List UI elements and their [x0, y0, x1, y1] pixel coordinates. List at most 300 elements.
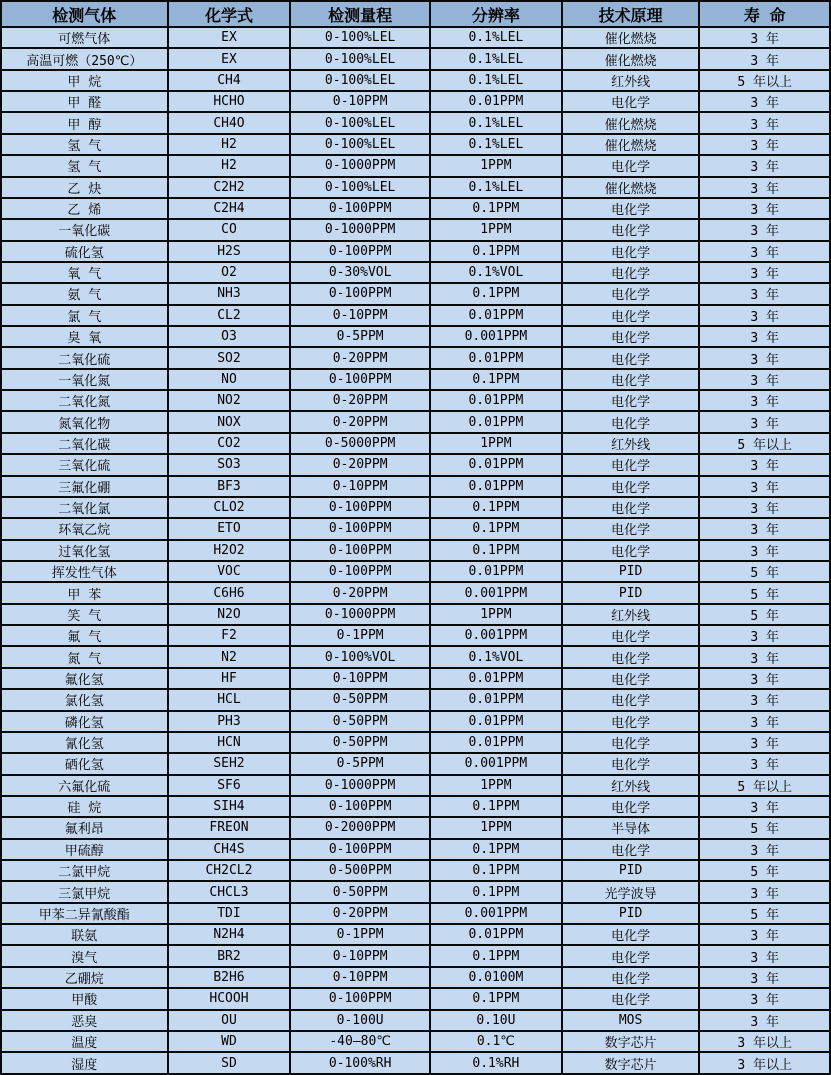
resolution-cell: 0.1℃ [430, 1031, 562, 1052]
formula-cell: N2 [168, 646, 291, 667]
lifespan-cell: 3 年 [699, 625, 830, 646]
formula-cell: PH3 [168, 711, 291, 732]
range-cell: 0-100PPM [290, 283, 430, 304]
resolution-cell: 0.1%LEL [430, 112, 562, 133]
range-cell: 0-100%LEL [290, 177, 430, 198]
range-cell: 0-100%LEL [290, 134, 430, 155]
lifespan-cell: 5 年 [699, 817, 830, 838]
range-cell: 0-30%VOL [290, 262, 430, 283]
lifespan-cell: 3 年 [699, 326, 830, 347]
lifespan-cell: 3 年 [699, 347, 830, 368]
resolution-cell: 0.1%LEL [430, 177, 562, 198]
resolution-cell: 0.001PPM [430, 326, 562, 347]
formula-cell: C2H2 [168, 177, 291, 198]
lifespan-cell: 3 年 [699, 283, 830, 304]
gas-name-cell: 过氧化氢 [1, 540, 168, 561]
resolution-cell: 0.10U [430, 1010, 562, 1031]
lifespan-cell: 3 年 [699, 219, 830, 240]
resolution-cell: 0.01PPM [430, 476, 562, 497]
gas-name-cell: 乙 烯 [1, 198, 168, 219]
principle-cell: 红外线 [562, 433, 700, 454]
principle-cell: 催化燃烧 [562, 112, 700, 133]
gas-name-cell: 联氨 [1, 924, 168, 945]
range-cell: 0-10PPM [290, 668, 430, 689]
principle-cell: 电化学 [562, 219, 700, 240]
table-row [1, 796, 830, 817]
principle-cell: 数字芯片 [562, 1031, 700, 1052]
lifespan-cell: 3 年 [699, 518, 830, 539]
principle-cell: 电化学 [562, 988, 700, 1009]
lifespan-cell: 3 年以上 [699, 1052, 830, 1074]
range-cell: 0-100%VOL [290, 646, 430, 667]
principle-cell: 电化学 [562, 945, 700, 966]
range-cell: 0-50PPM [290, 711, 430, 732]
range-cell: 0-100PPM [290, 241, 430, 262]
lifespan-cell: 3 年 [699, 241, 830, 262]
table-row [1, 411, 830, 432]
table-body [1, 27, 830, 1074]
table-row [1, 347, 830, 368]
formula-cell: HCL [168, 689, 291, 710]
gas-name-cell: 氮氧化物 [1, 411, 168, 432]
table-row [1, 369, 830, 390]
table-row [1, 1052, 830, 1074]
principle-cell: 电化学 [562, 753, 700, 774]
lifespan-cell: 5 年 [699, 604, 830, 625]
range-cell: 0-10PPM [290, 967, 430, 988]
gas-name-cell: 硒化氢 [1, 753, 168, 774]
range-cell: 0-20PPM [290, 347, 430, 368]
gas-name-cell: 氨 气 [1, 283, 168, 304]
table-row [1, 177, 830, 198]
table-row [1, 112, 830, 133]
lifespan-cell: 3 年 [699, 390, 830, 411]
table-row [1, 326, 830, 347]
resolution-cell: 0.1PPM [430, 518, 562, 539]
formula-cell: F2 [168, 625, 291, 646]
range-cell: 0-100%LEL [290, 70, 430, 91]
principle-cell: 电化学 [562, 518, 700, 539]
lifespan-cell: 3 年 [699, 881, 830, 902]
gas-name-cell: 二氧化硫 [1, 347, 168, 368]
lifespan-cell: 3 年 [699, 689, 830, 710]
column-header-range: 检测量程 [290, 1, 430, 27]
principle-cell: 催化燃烧 [562, 48, 700, 69]
lifespan-cell: 3 年 [699, 112, 830, 133]
table-row [1, 604, 830, 625]
formula-cell: CH4O [168, 112, 291, 133]
principle-cell: 电化学 [562, 711, 700, 732]
gas-name-cell: 三氟化硼 [1, 476, 168, 497]
formula-cell: H2 [168, 155, 291, 176]
formula-cell: SIH4 [168, 796, 291, 817]
range-cell: 0-20PPM [290, 454, 430, 475]
gas-name-cell: 甲苯二异氰酸酯 [1, 903, 168, 924]
range-cell: 0-50PPM [290, 689, 430, 710]
formula-cell: ETO [168, 518, 291, 539]
table-row [1, 91, 830, 112]
range-cell: 0-100PPM [290, 540, 430, 561]
formula-cell: CLO2 [168, 497, 291, 518]
gas-name-cell: 二氧化碳 [1, 433, 168, 454]
range-cell: 0-10PPM [290, 945, 430, 966]
formula-cell: CO [168, 219, 291, 240]
gas-name-cell: 笑 气 [1, 604, 168, 625]
range-cell: 0-100%LEL [290, 112, 430, 133]
table-header [1, 1, 830, 27]
formula-cell: N2O [168, 604, 291, 625]
gas-name-cell: 氰化氢 [1, 732, 168, 753]
gas-name-cell: 六氟化硫 [1, 775, 168, 796]
range-cell: 0-10PPM [290, 476, 430, 497]
principle-cell: PID [562, 860, 700, 881]
lifespan-cell: 3 年 [699, 27, 830, 48]
formula-cell: NOX [168, 411, 291, 432]
resolution-cell: 0.1%LEL [430, 134, 562, 155]
resolution-cell: 0.1%VOL [430, 646, 562, 667]
formula-cell: H2O2 [168, 540, 291, 561]
table-row [1, 540, 830, 561]
principle-cell: 电化学 [562, 924, 700, 945]
principle-cell: 红外线 [562, 70, 700, 91]
range-cell: 0-100PPM [290, 369, 430, 390]
formula-cell: O3 [168, 326, 291, 347]
lifespan-cell: 3 年 [699, 1010, 830, 1031]
resolution-cell: 0.1PPM [430, 241, 562, 262]
table-row [1, 967, 830, 988]
formula-cell: NO2 [168, 390, 291, 411]
principle-cell: 电化学 [562, 241, 700, 262]
lifespan-cell: 3 年 [699, 839, 830, 860]
formula-cell: HCOOH [168, 988, 291, 1009]
table-row [1, 625, 830, 646]
resolution-cell: 0.01PPM [430, 390, 562, 411]
principle-cell: 电化学 [562, 198, 700, 219]
principle-cell: 电化学 [562, 497, 700, 518]
lifespan-cell: 3 年以上 [699, 1031, 830, 1052]
range-cell: 0-1000PPM [290, 219, 430, 240]
table-row [1, 1010, 830, 1031]
resolution-cell: 1PPM [430, 604, 562, 625]
formula-cell: SO2 [168, 347, 291, 368]
formula-cell: VOC [168, 561, 291, 582]
formula-cell: SO3 [168, 454, 291, 475]
range-cell: 0-5000PPM [290, 433, 430, 454]
table-row [1, 241, 830, 262]
principle-cell: MOS [562, 1010, 700, 1031]
gas-name-cell: 可燃气体 [1, 27, 168, 48]
range-cell: 0-1000PPM [290, 155, 430, 176]
lifespan-cell: 3 年 [699, 198, 830, 219]
resolution-cell: 0.1%LEL [430, 48, 562, 69]
formula-cell: CO2 [168, 433, 291, 454]
resolution-cell: 0.01PPM [430, 305, 562, 326]
resolution-cell: 0.1PPM [430, 881, 562, 902]
table-row [1, 27, 830, 48]
resolution-cell: 0.01PPM [430, 454, 562, 475]
principle-cell: 电化学 [562, 411, 700, 432]
principle-cell: 电化学 [562, 262, 700, 283]
formula-cell: NH3 [168, 283, 291, 304]
principle-cell: 电化学 [562, 689, 700, 710]
table-row [1, 668, 830, 689]
lifespan-cell: 5 年 [699, 860, 830, 881]
resolution-cell: 0.001PPM [430, 625, 562, 646]
lifespan-cell: 5 年以上 [699, 433, 830, 454]
principle-cell: PID [562, 903, 700, 924]
formula-cell: CH2CL2 [168, 860, 291, 881]
gas-name-cell: 氯化氢 [1, 689, 168, 710]
resolution-cell: 0.01PPM [430, 561, 562, 582]
resolution-cell: 0.1PPM [430, 945, 562, 966]
range-cell: 0-2000PPM [290, 817, 430, 838]
lifespan-cell: 5 年以上 [699, 70, 830, 91]
resolution-cell: 0.1%LEL [430, 70, 562, 91]
formula-cell: CH4 [168, 70, 291, 91]
range-cell: 0-50PPM [290, 732, 430, 753]
resolution-cell: 0.001PPM [430, 582, 562, 603]
principle-cell: 电化学 [562, 732, 700, 753]
resolution-cell: 0.1PPM [430, 283, 562, 304]
formula-cell: BF3 [168, 476, 291, 497]
gas-name-cell: 硫化氢 [1, 241, 168, 262]
gas-name-cell: 乙 炔 [1, 177, 168, 198]
resolution-cell: 0.1PPM [430, 796, 562, 817]
formula-cell: H2 [168, 134, 291, 155]
resolution-cell: 0.0100M [430, 967, 562, 988]
resolution-cell: 0.1PPM [430, 860, 562, 881]
range-cell: 0-500PPM [290, 860, 430, 881]
resolution-cell: 0.1%RH [430, 1052, 562, 1074]
formula-cell: CH4S [168, 839, 291, 860]
column-header-gas: 检测气体 [1, 1, 168, 27]
principle-cell: 红外线 [562, 604, 700, 625]
resolution-cell: 0.01PPM [430, 711, 562, 732]
formula-cell: BR2 [168, 945, 291, 966]
lifespan-cell: 3 年 [699, 262, 830, 283]
principle-cell: PID [562, 582, 700, 603]
principle-cell: 电化学 [562, 668, 700, 689]
gas-name-cell: 硅 烷 [1, 796, 168, 817]
resolution-cell: 0.1PPM [430, 988, 562, 1009]
resolution-cell: 1PPM [430, 775, 562, 796]
lifespan-cell: 3 年 [699, 177, 830, 198]
lifespan-cell: 5 年 [699, 903, 830, 924]
gas-name-cell: 氟 气 [1, 625, 168, 646]
principle-cell: 电化学 [562, 540, 700, 561]
lifespan-cell: 3 年 [699, 155, 830, 176]
lifespan-cell: 3 年 [699, 924, 830, 945]
principle-cell: 电化学 [562, 967, 700, 988]
range-cell: 0-100PPM [290, 198, 430, 219]
lifespan-cell: 3 年 [699, 753, 830, 774]
table-row [1, 518, 830, 539]
range-cell: 0-50PPM [290, 881, 430, 902]
formula-cell: SD [168, 1052, 291, 1074]
lifespan-cell: 3 年 [699, 967, 830, 988]
gas-name-cell: 甲 苯 [1, 582, 168, 603]
gas-name-cell: 一氧化氮 [1, 369, 168, 390]
principle-cell: 红外线 [562, 775, 700, 796]
principle-cell: 电化学 [562, 390, 700, 411]
gas-name-cell: 二氯甲烷 [1, 860, 168, 881]
table-row [1, 839, 830, 860]
gas-name-cell: 甲 醇 [1, 112, 168, 133]
range-cell: 0-20PPM [290, 903, 430, 924]
gas-name-cell: 挥发性气体 [1, 561, 168, 582]
principle-cell: 电化学 [562, 625, 700, 646]
principle-cell: PID [562, 561, 700, 582]
gas-name-cell: 氢 气 [1, 155, 168, 176]
resolution-cell: 0.1PPM [430, 497, 562, 518]
gas-name-cell: 磷化氢 [1, 711, 168, 732]
gas-name-cell: 一氧化碳 [1, 219, 168, 240]
principle-cell: 电化学 [562, 839, 700, 860]
resolution-cell: 1PPM [430, 219, 562, 240]
resolution-cell: 1PPM [430, 817, 562, 838]
resolution-cell: 0.01PPM [430, 924, 562, 945]
range-cell: 0-10PPM [290, 305, 430, 326]
lifespan-cell: 3 年 [699, 945, 830, 966]
table-row [1, 646, 830, 667]
resolution-cell: 0.01PPM [430, 411, 562, 432]
range-cell: 0-100PPM [290, 518, 430, 539]
range-cell: -40—80℃ [290, 1031, 430, 1052]
gas-name-cell: 甲酸 [1, 988, 168, 1009]
table-row [1, 390, 830, 411]
range-cell: 0-5PPM [290, 753, 430, 774]
principle-cell: 催化燃烧 [562, 134, 700, 155]
range-cell: 0-100U [290, 1010, 430, 1031]
lifespan-cell: 3 年 [699, 711, 830, 732]
table-row [1, 454, 830, 475]
formula-cell: CHCL3 [168, 881, 291, 902]
range-cell: 0-1000PPM [290, 775, 430, 796]
principle-cell: 电化学 [562, 283, 700, 304]
lifespan-cell: 3 年 [699, 646, 830, 667]
principle-cell: 电化学 [562, 646, 700, 667]
gas-name-cell: 三氯甲烷 [1, 881, 168, 902]
header-row [1, 1, 830, 27]
formula-cell: NO [168, 369, 291, 390]
lifespan-cell: 3 年 [699, 988, 830, 1009]
gas-name-cell: 臭 氧 [1, 326, 168, 347]
principle-cell: 电化学 [562, 369, 700, 390]
formula-cell: WD [168, 1031, 291, 1052]
formula-cell: N2H4 [168, 924, 291, 945]
table-row [1, 134, 830, 155]
resolution-cell: 0.01PPM [430, 91, 562, 112]
table-row [1, 262, 830, 283]
range-cell: 0-1PPM [290, 924, 430, 945]
resolution-cell: 0.01PPM [430, 732, 562, 753]
formula-cell: HF [168, 668, 291, 689]
gas-name-cell: 温度 [1, 1031, 168, 1052]
gas-name-cell: 二氧化氮 [1, 390, 168, 411]
table-row [1, 305, 830, 326]
principle-cell: 电化学 [562, 347, 700, 368]
range-cell: 0-1PPM [290, 625, 430, 646]
lifespan-cell: 3 年 [699, 668, 830, 689]
lifespan-cell: 3 年 [699, 497, 830, 518]
table-row [1, 689, 830, 710]
resolution-cell: 0.1PPM [430, 540, 562, 561]
table-row [1, 497, 830, 518]
resolution-cell: 0.1PPM [430, 198, 562, 219]
table-row [1, 860, 830, 881]
table-row [1, 732, 830, 753]
principle-cell: 电化学 [562, 476, 700, 497]
principle-cell: 光学波导 [562, 881, 700, 902]
gas-name-cell: 高温可燃（250℃） [1, 48, 168, 69]
gas-name-cell: 甲硫醇 [1, 839, 168, 860]
lifespan-cell: 5 年 [699, 561, 830, 582]
lifespan-cell: 3 年 [699, 796, 830, 817]
formula-cell: EX [168, 27, 291, 48]
table-row [1, 753, 830, 774]
resolution-cell: 0.1%LEL [430, 27, 562, 48]
table-row [1, 155, 830, 176]
lifespan-cell: 3 年 [699, 732, 830, 753]
range-cell: 0-20PPM [290, 582, 430, 603]
formula-cell: EX [168, 48, 291, 69]
formula-cell: SF6 [168, 775, 291, 796]
principle-cell: 催化燃烧 [562, 177, 700, 198]
principle-cell: 电化学 [562, 454, 700, 475]
range-cell: 0-100PPM [290, 796, 430, 817]
gas-name-cell: 乙硼烷 [1, 967, 168, 988]
range-cell: 0-10PPM [290, 91, 430, 112]
principle-cell: 电化学 [562, 155, 700, 176]
lifespan-cell: 3 年 [699, 411, 830, 432]
lifespan-cell: 3 年 [699, 540, 830, 561]
gas-name-cell: 三氧化硫 [1, 454, 168, 475]
resolution-cell: 1PPM [430, 155, 562, 176]
gas-name-cell: 甲 醛 [1, 91, 168, 112]
resolution-cell: 1PPM [430, 433, 562, 454]
table-row [1, 881, 830, 902]
column-header-resolution: 分辨率 [430, 1, 562, 27]
range-cell: 0-5PPM [290, 326, 430, 347]
table-row [1, 283, 830, 304]
table-row [1, 945, 830, 966]
column-header-lifespan: 寿 命 [699, 1, 830, 27]
table-row [1, 433, 830, 454]
gas-name-cell: 湿度 [1, 1052, 168, 1074]
lifespan-cell: 3 年 [699, 369, 830, 390]
table-row [1, 476, 830, 497]
table-row [1, 775, 830, 796]
gas-name-cell: 氟利昂 [1, 817, 168, 838]
gas-name-cell: 氟化氢 [1, 668, 168, 689]
lifespan-cell: 3 年 [699, 305, 830, 326]
formula-cell: H2S [168, 241, 291, 262]
resolution-cell: 0.01PPM [430, 689, 562, 710]
table-row [1, 70, 830, 91]
table-row [1, 924, 830, 945]
range-cell: 0-100PPM [290, 497, 430, 518]
table-row [1, 561, 830, 582]
range-cell: 0-20PPM [290, 390, 430, 411]
principle-cell: 电化学 [562, 326, 700, 347]
gas-name-cell: 氯 气 [1, 305, 168, 326]
principle-cell: 半导体 [562, 817, 700, 838]
resolution-cell: 0.1%VOL [430, 262, 562, 283]
gas-name-cell: 二氧化氯 [1, 497, 168, 518]
range-cell: 0-100%LEL [290, 48, 430, 69]
lifespan-cell: 3 年 [699, 134, 830, 155]
principle-cell: 电化学 [562, 305, 700, 326]
